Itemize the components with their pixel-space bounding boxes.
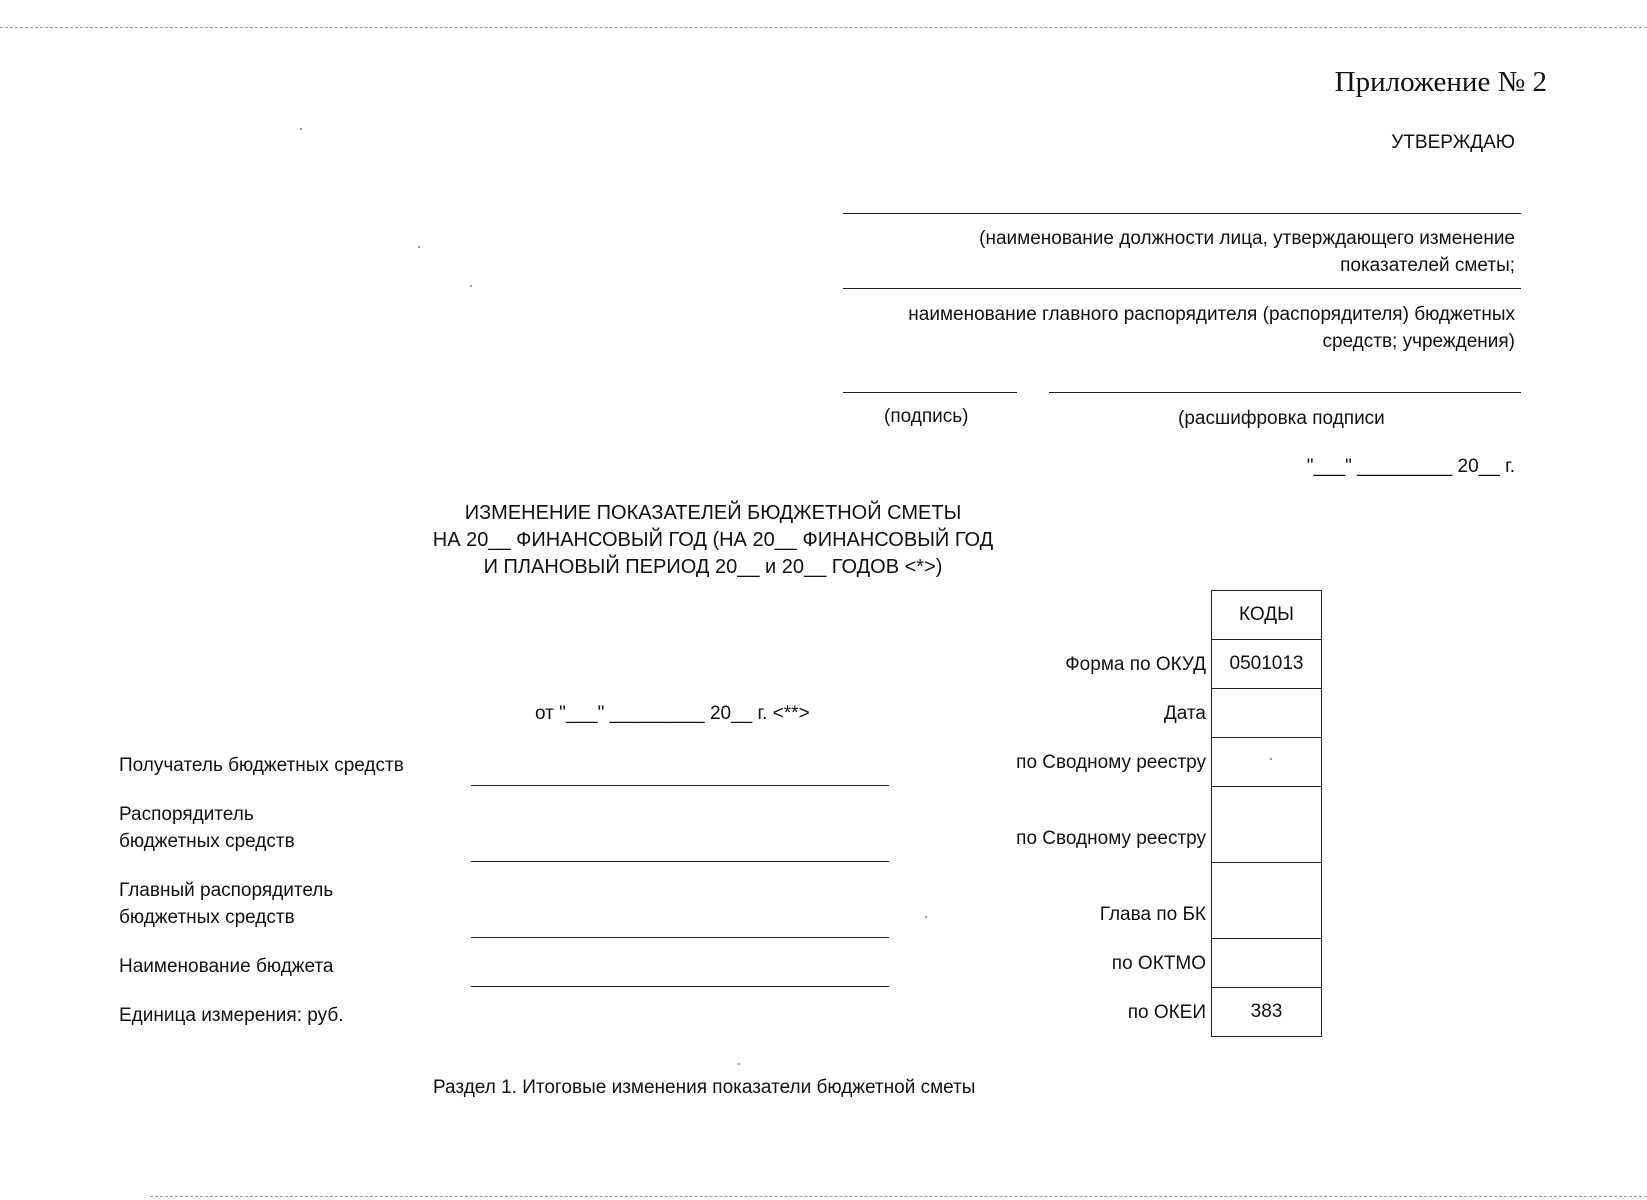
registry-label-1: по Сводному реестру [1016,752,1206,773]
codes-registry-value-1 [1212,738,1321,787]
approval-date: "___" _________ 20__ г. [1306,456,1515,477]
attachment-number: Приложение № 2 [1334,66,1547,98]
document-title-line-2: НА 20__ ФИНАНСОВЫЙ ГОД (НА 20__ ФИНАНСОВЫЙ ГОД [432,529,994,551]
okei-label: по ОКЕИ [1127,1002,1206,1023]
signature-line [843,392,1017,393]
codes-registry-value-2 [1212,787,1321,863]
signature-decode-line [1049,392,1521,393]
signature-caption: (подпись) [884,406,969,427]
manager-label-1: Распорядитель [119,804,254,825]
position-caption-1: (наименование должности лица, утверждающего изменение [979,228,1515,249]
recipient-label: Получатель бюджетных средств [119,755,404,776]
manager-caption-2: средств; учреждения) [1322,331,1515,352]
codes-date-value [1212,689,1321,738]
scan-speck [418,246,420,248]
document-title-line-1: ИЗМЕНЕНИЕ ПОКАЗАТЕЛЕЙ БЮДЖЕТНОЙ СМЕТЫ [464,502,962,524]
codes-header: КОДЫ [1212,591,1321,640]
manager-caption-1: наименование главного распорядителя (распорядителя) бюджетных [908,304,1515,325]
scan-speck [470,285,472,287]
document-date: от "___" _________ 20__ г. <**> [535,703,810,724]
scan-edge-bottom [150,1196,1647,1197]
unit-label: Единица измерения: руб. [119,1005,344,1026]
chief-manager-line [471,937,889,938]
codes-table [1211,590,1322,1037]
budget-name-label: Наименование бюджета [119,956,334,977]
section-title: Раздел 1. Итоговые изменения показатели бюджетной сметы [433,1077,976,1098]
scan-speck [300,128,302,130]
manager-line [471,861,889,862]
position-signature-line [843,213,1521,214]
manager-label-2: бюджетных средств [119,831,295,852]
scan-edge-top [0,27,1647,28]
oktmo-label: по ОКТМО [1111,953,1206,974]
approve-label: УТВЕРЖДАЮ [1391,132,1515,153]
chief-manager-label-1: Главный распорядитель [119,880,334,901]
budget-name-line [471,986,889,987]
chief-manager-label-2: бюджетных средств [119,907,295,928]
recipient-line [471,785,889,786]
registry-label-2: по Сводному реестру [1016,828,1206,849]
document-title-line-3: И ПЛАНОВЫЙ ПЕРИОД 20__ и 20__ ГОДОВ <*>) [483,556,943,578]
signature-decode-caption: (расшифровка подписи [1178,408,1385,429]
codes-bk-value [1212,863,1321,939]
codes-oktmo-value [1212,939,1321,988]
position-caption-2: показателей сметы; [1340,255,1515,276]
manager-signature-line [843,288,1521,289]
scan-speck [738,1063,740,1065]
okud-label: Форма по ОКУД [1065,654,1206,675]
date-label: Дата [1163,703,1206,724]
codes-okei-value: 383 [1250,1001,1283,1022]
codes-okud-value: 0501013 [1212,640,1321,689]
bk-label: Глава по БК [1099,904,1206,925]
